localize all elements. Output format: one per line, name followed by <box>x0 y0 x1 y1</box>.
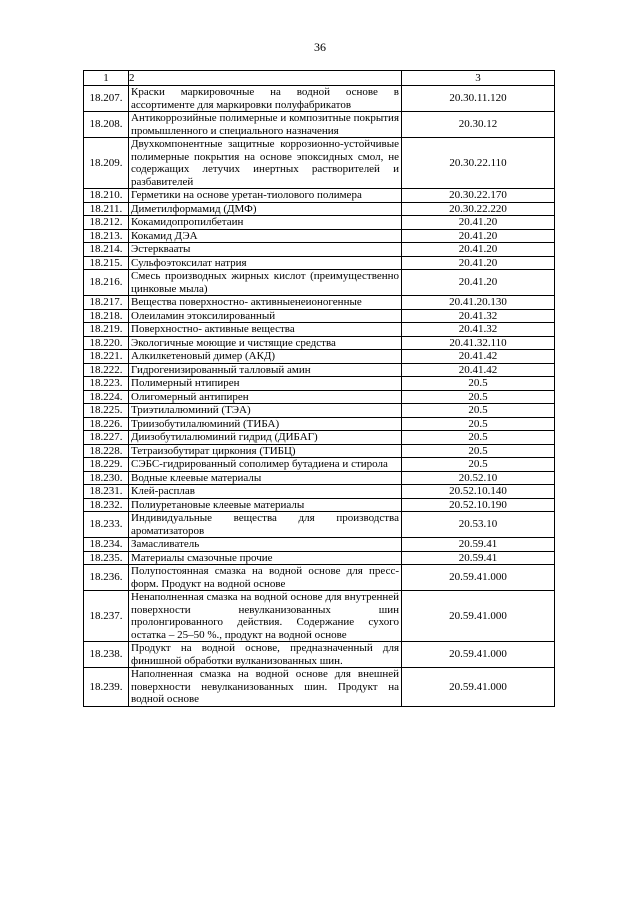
row-number: 18.239. <box>84 668 129 707</box>
row-number: 18.227. <box>84 431 129 445</box>
row-number: 18.221. <box>84 350 129 364</box>
row-code: 20.5 <box>402 404 555 418</box>
table-row <box>84 323 555 337</box>
table-row <box>84 138 555 189</box>
table-row <box>84 512 555 538</box>
row-number: 18.211. <box>84 202 129 216</box>
products-table <box>83 70 555 707</box>
row-code: 20.5 <box>402 417 555 431</box>
row-name: Антикоррозийные полимерные и композитные покрытия промышленного и специального назначения <box>129 112 402 138</box>
row-number: 18.229. <box>84 458 129 472</box>
row-code: 20.30.11.120 <box>402 86 555 112</box>
table-row <box>84 350 555 364</box>
table-header-row <box>84 71 555 86</box>
row-number: 18.214. <box>84 243 129 257</box>
row-code: 20.41.42 <box>402 350 555 364</box>
row-number: 18.231. <box>84 485 129 499</box>
row-name: Олеиламин этоксилированный <box>129 309 402 323</box>
table-row <box>84 86 555 112</box>
row-name: Смесь производных жирных кислот (преимущественно цинковые мыла) <box>129 270 402 296</box>
row-number: 18.217. <box>84 296 129 310</box>
row-number: 18.223. <box>84 377 129 391</box>
table-row <box>84 363 555 377</box>
table-row <box>84 377 555 391</box>
table-row <box>84 390 555 404</box>
row-code: 20.5 <box>402 431 555 445</box>
row-number: 18.209. <box>84 138 129 189</box>
row-name: Двухкомпонентные защитные коррозионно-устойчивые полимерные покрытия на основе эпоксидных смол, не содержащих летучих инертных растворителей и разбавителей <box>129 138 402 189</box>
table-row <box>84 256 555 270</box>
table-row <box>84 444 555 458</box>
table-row <box>84 202 555 216</box>
table-row <box>84 216 555 230</box>
row-code: 20.53.10 <box>402 512 555 538</box>
row-code: 20.5 <box>402 390 555 404</box>
row-code: 20.52.10.140 <box>402 485 555 499</box>
row-name: Эстерквааты <box>129 243 402 257</box>
row-code: 20.41.20 <box>402 216 555 230</box>
row-code: 20.5 <box>402 458 555 472</box>
table-row <box>84 551 555 565</box>
table-row <box>84 565 555 591</box>
row-number: 18.207. <box>84 86 129 112</box>
row-code: 20.41.20 <box>402 243 555 257</box>
row-number: 18.234. <box>84 538 129 552</box>
row-name: Ненаполненная смазка на водной основе для внутренней поверхности невулканизованных шин пролонгированного действия. Содержание сухого остатка – 25–50 %., продукт на водной основе <box>129 591 402 642</box>
table-row <box>84 431 555 445</box>
row-code: 20.59.41.000 <box>402 668 555 707</box>
row-code: 20.41.20 <box>402 256 555 270</box>
row-name: Диизобутилалюминий гидрид (ДИБАГ) <box>129 431 402 445</box>
row-code: 20.30.22.110 <box>402 138 555 189</box>
row-name: Алкилкетеновый димер (АКД) <box>129 350 402 364</box>
row-name: Краски маркировочные на водной основе в ассортименте для маркировки полуфабрикатов <box>129 86 402 112</box>
row-code: 20.52.10.190 <box>402 498 555 512</box>
row-name: Замасливатель <box>129 538 402 552</box>
row-number: 18.216. <box>84 270 129 296</box>
row-number: 18.226. <box>84 417 129 431</box>
table-row <box>84 404 555 418</box>
row-name: Олигомерный антипирен <box>129 390 402 404</box>
row-name: Герметики на основе уретан-тиолового полимера <box>129 189 402 203</box>
header-col-2: 2 <box>129 71 402 86</box>
table-row <box>84 229 555 243</box>
table-row <box>84 591 555 642</box>
row-code: 20.30.22.220 <box>402 202 555 216</box>
table-row <box>84 458 555 472</box>
row-number: 18.225. <box>84 404 129 418</box>
row-number: 18.213. <box>84 229 129 243</box>
row-name: Сульфоэтоксилат натрия <box>129 256 402 270</box>
row-name: Триэтилалюминий (ТЭА) <box>129 404 402 418</box>
table-row <box>84 243 555 257</box>
row-code: 20.59.41.000 <box>402 565 555 591</box>
row-number: 18.238. <box>84 642 129 668</box>
table-row <box>84 471 555 485</box>
table-row <box>84 309 555 323</box>
row-code: 20.30.22.170 <box>402 189 555 203</box>
row-number: 18.210. <box>84 189 129 203</box>
table-body <box>84 71 555 707</box>
table-row <box>84 189 555 203</box>
table-row <box>84 642 555 668</box>
row-number: 18.222. <box>84 363 129 377</box>
row-code: 20.52.10 <box>402 471 555 485</box>
row-number: 18.235. <box>84 551 129 565</box>
row-name: Продукт на водной основе, предназначенный для финишной обработки вулканизованных шин. <box>129 642 402 668</box>
row-name: Материалы смазочные прочие <box>129 551 402 565</box>
row-code: 20.41.20.130 <box>402 296 555 310</box>
row-name: Вещества поверхностно- активныенеионогенные <box>129 296 402 310</box>
table-row <box>84 270 555 296</box>
row-code: 20.41.32 <box>402 309 555 323</box>
row-number: 18.215. <box>84 256 129 270</box>
table-row <box>84 485 555 499</box>
row-number: 18.232. <box>84 498 129 512</box>
row-code: 20.30.12 <box>402 112 555 138</box>
table-row <box>84 112 555 138</box>
table-row <box>84 538 555 552</box>
row-code: 20.41.32 <box>402 323 555 337</box>
table-row <box>84 668 555 707</box>
row-name: Наполненная смазка на водной основе для внешней поверхности невулканизованных шин. Продукт на водной основе <box>129 668 402 707</box>
row-code: 20.41.32.110 <box>402 336 555 350</box>
table-row <box>84 417 555 431</box>
row-number: 18.208. <box>84 112 129 138</box>
row-number: 18.236. <box>84 565 129 591</box>
row-name: Тетраизобутират циркония (ТИБЦ) <box>129 444 402 458</box>
row-number: 18.230. <box>84 471 129 485</box>
table-row <box>84 296 555 310</box>
row-name: Индивидуальные вещества для производства ароматизаторов <box>129 512 402 538</box>
row-number: 18.212. <box>84 216 129 230</box>
row-code: 20.5 <box>402 444 555 458</box>
row-code: 20.59.41.000 <box>402 642 555 668</box>
row-name: Полимерный нтипирен <box>129 377 402 391</box>
row-number: 18.218. <box>84 309 129 323</box>
row-code: 20.41.20 <box>402 229 555 243</box>
row-code: 20.41.42 <box>402 363 555 377</box>
row-number: 18.237. <box>84 591 129 642</box>
table-row <box>84 498 555 512</box>
row-name: Диметилформамид (ДМФ) <box>129 202 402 216</box>
row-number: 18.219. <box>84 323 129 337</box>
row-name: Полиуретановые клеевые материалы <box>129 498 402 512</box>
row-name: Гидрогенизированный талловый амин <box>129 363 402 377</box>
row-name: Клей-расплав <box>129 485 402 499</box>
row-number: 18.224. <box>84 390 129 404</box>
table-row <box>84 336 555 350</box>
row-number: 18.233. <box>84 512 129 538</box>
row-code: 20.59.41 <box>402 551 555 565</box>
row-name: Полупостоянная смазка на водной основе для пресс-форм. Продукт на водной основе <box>129 565 402 591</box>
row-name: Кокамид ДЭА <box>129 229 402 243</box>
header-col-1: 1 <box>84 71 129 86</box>
row-number: 18.220. <box>84 336 129 350</box>
row-name: СЭБС-гидрированный сополимер бутадиена и стирола <box>129 458 402 472</box>
header-col-3: 3 <box>402 71 555 86</box>
row-code: 20.41.20 <box>402 270 555 296</box>
row-code: 20.59.41 <box>402 538 555 552</box>
row-name: Экологичные моющие и чистящие средства <box>129 336 402 350</box>
row-name: Триизобутилалюминий (ТИБА) <box>129 417 402 431</box>
page-number: 36 <box>314 40 326 54</box>
row-number: 18.228. <box>84 444 129 458</box>
row-code: 20.59.41.000 <box>402 591 555 642</box>
row-code: 20.5 <box>402 377 555 391</box>
row-name: Кокамидопропилбетаин <box>129 216 402 230</box>
row-name: Водные клеевые материалы <box>129 471 402 485</box>
row-name: Поверхностно- активные вещества <box>129 323 402 337</box>
